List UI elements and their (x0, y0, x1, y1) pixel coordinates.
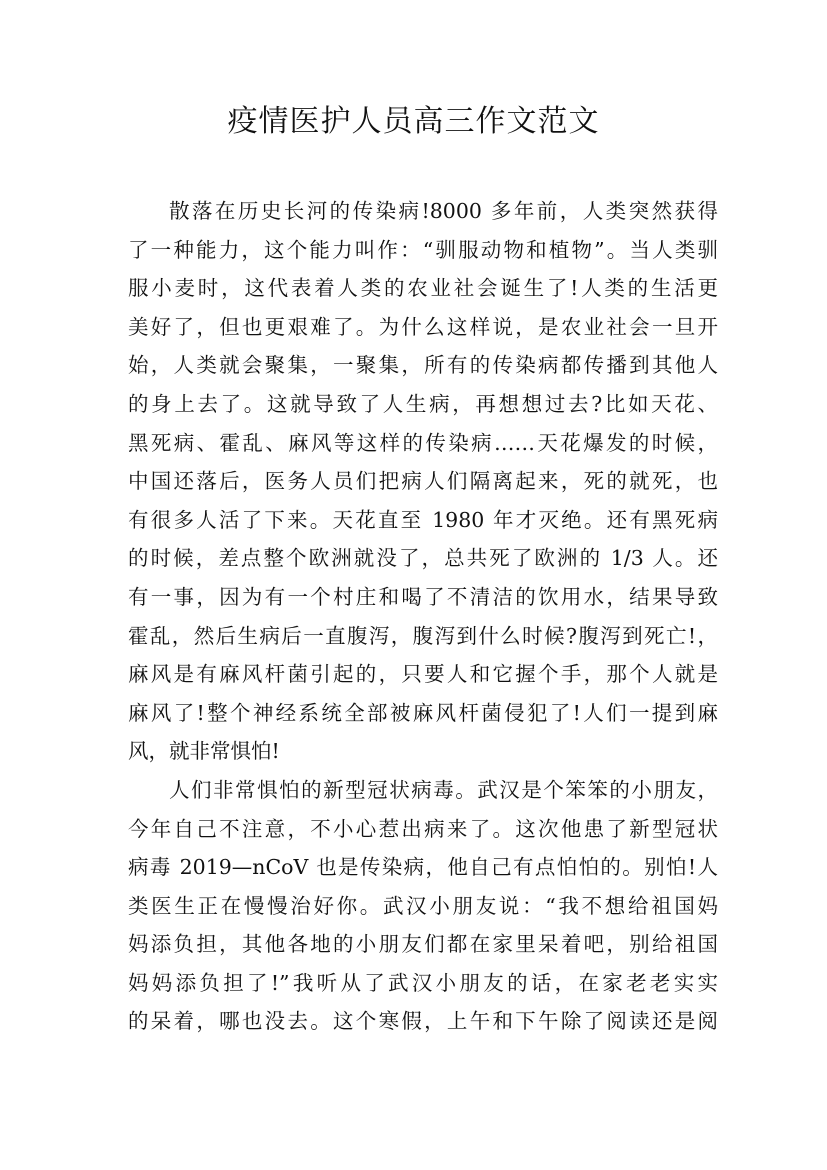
text-line: 黑死病、霍乱、麻风等这样的传染病……天花爆发的时候， (128, 430, 718, 455)
paragraph-1 (128, 192, 718, 771)
text-line: 病毒 2019—nCoV 也是传染病，他自己有点怕怕的。别怕!人 (128, 855, 718, 880)
text-line: 有很多人活了下来。天花直至 1980 年才灭绝。还有黑死病 (128, 507, 718, 532)
text-line: 中国还落后，医务人员们把病人们隔离起来，死的就死，也 (128, 469, 718, 494)
paragraph-2 (128, 771, 718, 1041)
text-line: 始，人类就会聚集，一聚集，所有的传染病都传播到其他人 (128, 353, 718, 378)
text-line: 服小麦时，这代表着人类的农业社会诞生了!人类的生活更 (128, 276, 718, 301)
text-line: 人们非常惧怕的新型冠状病毒。武汉是个笨笨的小朋友， (169, 777, 718, 802)
text-line: 妈添负担，其他各地的小朋友们都在家里呆着吧，别给祖国 (128, 932, 718, 957)
text-line: 美好了，但也更艰难了。为什么这样说，是农业社会一旦开 (128, 314, 718, 339)
text-line: 霍乱，然后生病后一直腹泻，腹泻到什么时候?腹泻到死亡!， (128, 623, 718, 648)
text-line: 今年自己不注意，不小心惹出病来了。这次他患了新型冠状 (128, 816, 718, 841)
text-line: 类医生正在慢慢治好你。武汉小朋友说：“我不想给祖国妈 (128, 893, 718, 918)
text-line: 的呆着，哪也没去。这个寒假，上午和下午除了阅读还是阅 (128, 1009, 718, 1034)
text-line: 的时候，差点整个欧洲就没了，总共死了欧洲的 1/3 人。还 (128, 546, 718, 571)
page-title: 疫情医护人员高三作文范文 (227, 104, 600, 139)
text-line: 麻风是有麻风杆菌引起的，只要人和它握个手，那个人就是 (128, 662, 718, 687)
text-line: 麻风了!整个神经系统全部被麻风杆菌侵犯了!人们一提到麻 (128, 700, 718, 725)
text-line: 风，就非常惧怕! (128, 739, 280, 764)
article-body (128, 192, 718, 1041)
text-line: 了一种能力，这个能力叫作：“驯服动物和植物”。当人类驯 (128, 237, 718, 262)
text-line: 有一事，因为有一个村庄和喝了不清洁的饮用水，结果导致 (128, 584, 718, 609)
text-line: 的身上去了。这就导致了人生病，再想想过去?比如天花、 (128, 391, 718, 416)
text-line: 散落在历史长河的传染病!8000 多年前，人类突然获得 (169, 199, 718, 223)
text-line: 妈妈添负担了!”我听从了武汉小朋友的话，在家老老实实 (128, 970, 718, 995)
